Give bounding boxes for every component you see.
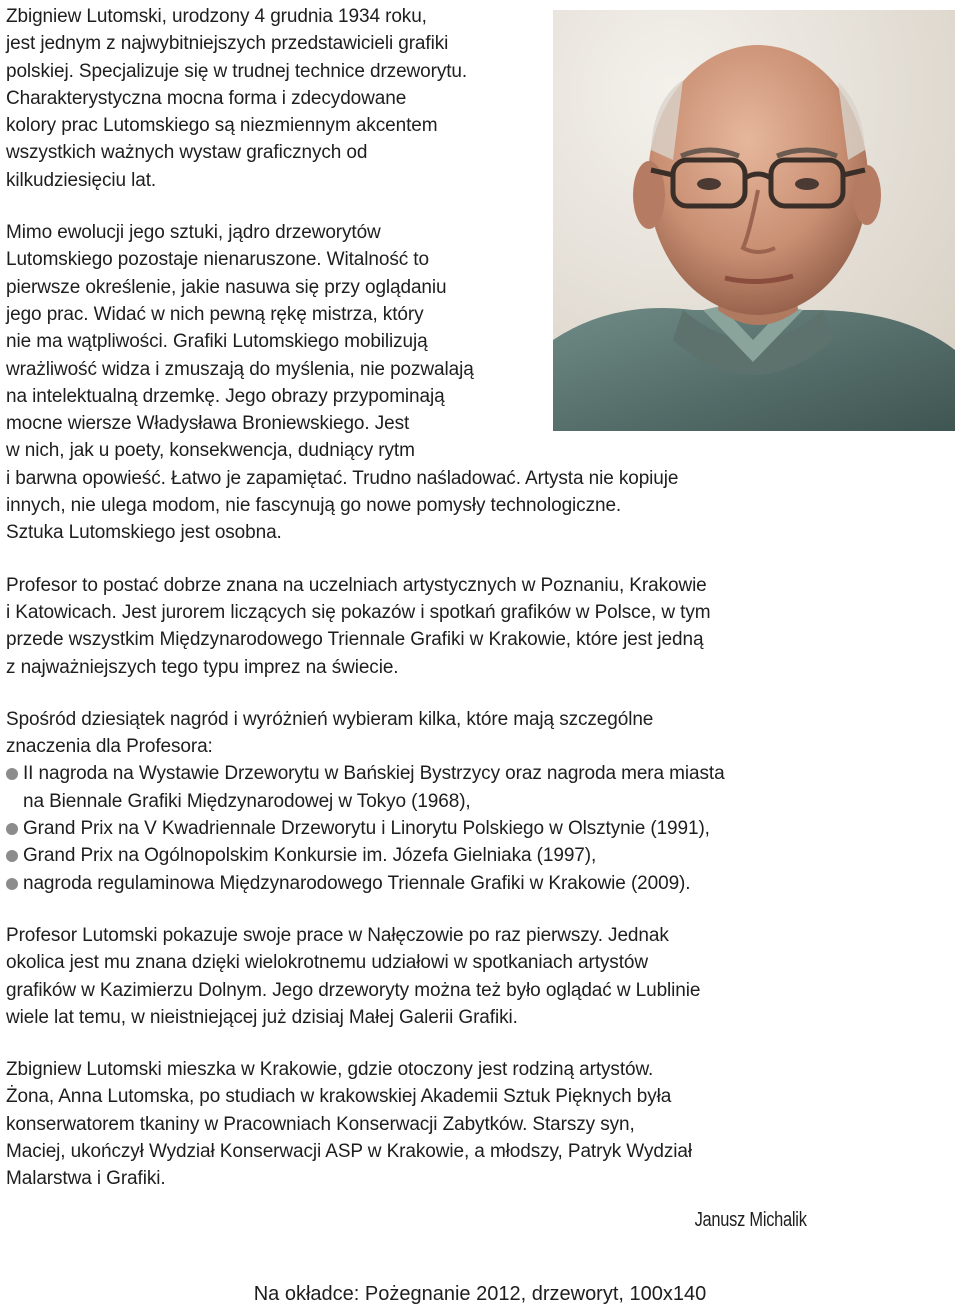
text-line: Żona, Anna Lutomska, po studiach w krakowskiej Akademii Sztuk Pięknych była: [6, 1086, 672, 1108]
text-line: Sztuka Lutomskiego jest osobna.: [6, 522, 282, 544]
text-line: okolica jest mu znana dzięki wielokrotnemu udziałowi w spotkaniach artystów: [6, 952, 648, 974]
text-line: nagroda regulaminowa Międzynarodowego Triennale Grafiki w Krakowie (2009).: [23, 872, 691, 894]
awards-section: [6, 706, 806, 897]
text-line: nie ma wątpliwości. Grafiki Lutomskiego mobilizują: [6, 331, 428, 353]
text-line: jego prac. Widać w nich pewną rękę mistrza, który: [6, 303, 424, 325]
text-line: II nagroda na Wystawie Drzeworytu w Bańskiej Bystrzycy oraz nagroda mera miasta: [23, 763, 725, 785]
text-line: Spośród dziesiątek nagród i wyróżnień wybieram kilka, które mają szczególne: [6, 708, 654, 730]
bullet-icon: [6, 768, 18, 780]
text-line: Mimo ewolucji jego sztuki, jądro drzeworytów: [6, 222, 381, 244]
text-line: Lutomskiego pozostaje nienaruszone. Witalność to: [6, 249, 429, 271]
bullet-icon: [6, 823, 18, 835]
text-line: wiele lat temu, w nieistniejącej już dzisiaj Małej Galerii Grafiki.: [6, 1006, 518, 1028]
text-line: Charakterystyczna mocna forma i zdecydowane: [6, 87, 407, 109]
family-paragraph: [6, 1056, 806, 1192]
art-description-paragraph: [6, 219, 806, 547]
text-line: innych, nie ulega modom, nie fascynują go nowe pomysły technologiczne.: [6, 495, 622, 517]
text-line: Malarstwa i Grafiki.: [6, 1168, 166, 1190]
professor-paragraph: [6, 572, 806, 681]
text-line: konserwatorem tkaniny w Pracowniach Konserwacji Zabytków. Starszy syn,: [6, 1113, 635, 1135]
bullet-icon: [6, 850, 18, 862]
list-item: [6, 815, 806, 842]
text-line: jest jednym z najwybitniejszych przedstawicieli grafiki: [6, 33, 449, 55]
text-line: Zbigniew Lutomski, urodzony 4 grudnia 1934 roku,: [6, 6, 427, 27]
awards-list: [6, 760, 806, 896]
intro-paragraph: [6, 3, 806, 194]
text-line: pierwsze określenie, jakie nasuwa się przy oglądaniu: [6, 276, 447, 298]
text-line: z najważniejszych tego typu imprez na świecie.: [6, 656, 399, 678]
text-line: znaczenia dla Profesora:: [6, 736, 213, 758]
text-line: wszystkich ważnych wystaw graficznych od: [6, 142, 368, 164]
list-item: [6, 842, 806, 869]
text-line: Maciej, ukończył Wydział Konserwacji ASP w Krakowie, a młodszy, Patryk Wydział: [6, 1140, 692, 1162]
text-line: Grand Prix na V Kwadriennale Drzeworytu i Linorytu Polskiego w Olsztynie (1991),: [23, 818, 710, 840]
list-item: [6, 760, 806, 815]
text-line: i barwna opowieść. Łatwo je zapamiętać. Trudno naśladować. Artysta nie kopiuje: [6, 467, 679, 489]
text-line: w nich, jak u poety, konsekwencja, dudniący rytm: [6, 440, 415, 462]
text-line: i Katowicach. Jest jurorem liczących się pokazów i spotkań grafików w Polsce, w tym: [6, 601, 711, 623]
text-line: wrażliwość widza i zmuszają do myślenia, nie pozwalają: [6, 358, 474, 380]
text-line: przede wszystkim Międzynarodowego Triennale Grafiki w Krakowie, które jest jedną: [6, 629, 704, 651]
text-line: na intelektualną drzemkę. Jego obrazy przypominają: [6, 385, 445, 407]
text-line: grafików w Kazimierzu Dolnym. Jego drzeworyty można też było oglądać w Lublinie: [6, 979, 701, 1001]
text-line: Profesor to postać dobrze znana na uczelniach artystycznych w Poznaniu, Krakowie: [6, 574, 707, 596]
text-line: Zbigniew Lutomski mieszka w Krakowie, gdzie otoczony jest rodziną artystów.: [6, 1059, 654, 1081]
naleczow-paragraph: [6, 922, 806, 1031]
text-line: polskiej. Specjalizuje się w trudnej technice drzeworytu.: [6, 60, 468, 82]
bullet-icon: [6, 878, 18, 890]
text-line: Profesor Lutomski pokazuje swoje prace w Nałęczowie po raz pierwszy. Jednak: [6, 924, 669, 946]
list-item: [6, 870, 806, 897]
text-line: Grand Prix na Ogólnopolskim Konkursie im. Józefa Gielniaka (1997),: [23, 845, 597, 867]
text-line: kolory prac Lutomskiego są niezmiennym akcentem: [6, 115, 438, 137]
article-body: [6, 3, 806, 1218]
author-signature: Janusz Michalik: [694, 1209, 807, 1231]
text-line: kilkudziesięciu lat.: [6, 169, 157, 191]
cover-caption: Na okładce: Pożegnanie 2012, drzeworyt, 100x140: [253, 1283, 707, 1305]
text-line: mocne wiersze Władysława Broniewskiego. Jest: [6, 413, 410, 435]
text-line: na Biennale Grafiki Międzynarodowej w Tokyo (1968),: [23, 790, 471, 812]
